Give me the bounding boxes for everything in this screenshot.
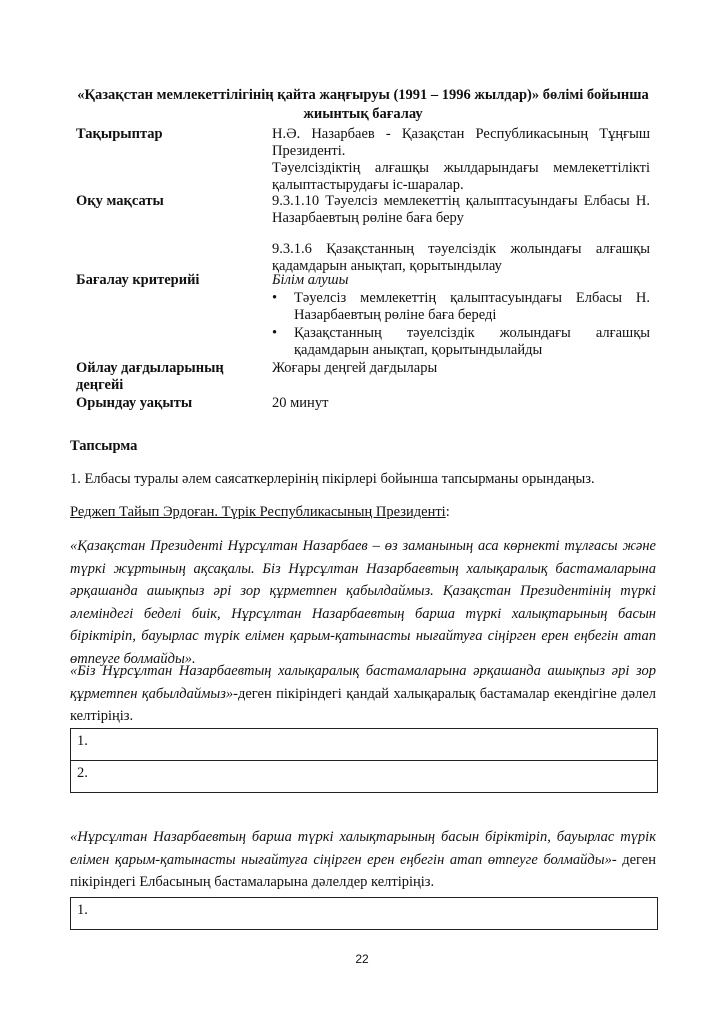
question-2 [70,826,656,894]
question-1-text: -деген пікіріндегі қандай халықаралық бастамалар екендігіне дәлел келтіріңіз. [70,685,656,724]
quote-paragraph: «Қазақстан Президенті Нұрсұлтан Назарбаев – өз заманының аса көрнекті тұлғасы және түркі жұртының ақсақалы. Біз Нұрсұлтан Назарбаевтың халықаралық бастамаларына әрқашанда ашықпыз әрі зор құрметпен қабылдаймыз. Қазақстан Президентінің түркі әлеміндегі беделі биік, Нұрсұлтан Назарбаевтың барша түркі халықтарының басын біріктіріп, бауырлас түрік елімен қарым-қатынасты нығайтуға сіңірген ерен еңбегін атап өтпеуге болмайды». [70,538,656,667]
question-2-text: - деген пікіріндегі Елбасының бастамаларына дәлелдер келтіріңіз. [70,851,656,890]
objectives-value-2: 9.3.1.6 Қазақстанның тәуелсіздік жолындағы алғашқы қадамдарын анықтап, қорытындылау [272,241,650,274]
criteria-intro: Білім алушы [272,272,349,288]
answer-row-number: 2. [77,765,88,781]
answer-box-2[interactable] [70,897,658,930]
speaker-colon: : [445,504,450,520]
topics-value-2: Тәуелсіздіктің алғашқы жылдарындағы мемлекеттілікті қалыптастырудағы іс-шаралар. [272,160,650,193]
answer-row-number: 1. [77,902,88,918]
objectives-value-1: 9.3.1.10 Тәуелсіз мемлекеттің қалыптасуындағы Елбасы Н. Назарбаевтың рөліне баға беру [272,193,650,226]
bullet-icon: • [272,325,278,341]
task-heading: Тапсырма [70,438,138,454]
answer-row[interactable] [71,760,657,792]
thinking-value: Жоғары деңгей дағдылары [272,360,438,376]
time-label: Орындау уақыты [76,395,193,411]
criteria-item: • Тәуелсіз мемлекеттің қалыптасуындағы Елбасы Н. Назарбаевтың рөліне баға береді [272,290,650,323]
objectives-label: Оқу мақсаты [76,193,164,209]
page-number: 22 [355,952,369,966]
answer-row-number: 1. [77,733,88,749]
answer-row[interactable] [71,898,657,929]
speaker-line [70,501,656,524]
topics-label: Тақырыптар [76,126,163,142]
question-1-quote: «Біз Нұрсұлтан Назарбаевтың халықаралық бастамаларына әрқашанда ашықпыз әрі зор құрметпен қабылдаймыз» [70,663,656,702]
task-instruction: 1. Елбасы туралы әлем саясаткерлерінің пікірлері бойынша тапсырманы орындаңыз. [70,471,595,487]
criteria-label: Бағалау критерийі [76,272,200,288]
question-1 [70,660,656,728]
answer-row[interactable] [71,729,657,760]
section-title: «Қазақстан мемлекеттілігінің қайта жаңғыруы (1991 – 1996 жылдар)» бөлімі бойынша жиынтық бағалау [77,87,649,122]
time-value: 20 минут [272,395,329,411]
question-2-quote: «Нұрсұлтан Назарбаевтың барша түркі халықтарының басын біріктіріп, бауырлас түрік елімен қарым-қатынасты нығайтуға сіңірген ерен еңбегін атап өтпеуге болмайды» [70,829,656,868]
criteria-item: • Қазақстанның тәуелсіздік жолындағы алғашқы қадамдарын анықтап, қорытындылайды [272,325,650,358]
bullet-icon: • [272,290,278,306]
topics-value [272,126,650,194]
speaker-name: Реджеп Тайып Эрдоған. Түрік Республикасының Президенті [70,504,446,520]
topics-value-1: Н.Ә. Назарбаев - Қазақстан Республикасының Тұңғыш Президенті. [272,126,650,159]
answer-box-1[interactable] [70,728,658,793]
thinking-label: Ойлау дағдыларының деңгейі [76,360,224,393]
